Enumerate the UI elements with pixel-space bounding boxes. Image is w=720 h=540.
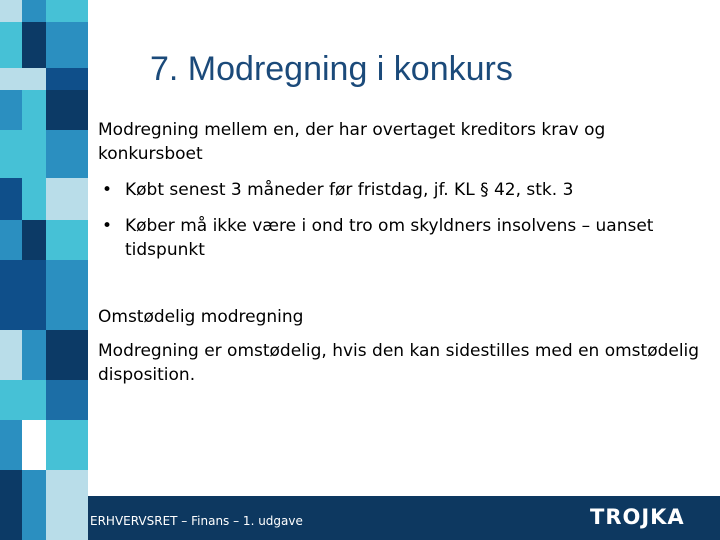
bullet-dot-icon: •	[102, 180, 113, 200]
section-paragraph: Modregning er omstødelig, hvis den kan sidestilles med en omstødelig disposition.	[98, 341, 700, 385]
sidebar-tile	[0, 68, 46, 90]
sidebar-tile	[22, 22, 46, 68]
sidebar-tile	[22, 330, 46, 380]
sidebar-tile	[22, 420, 46, 470]
sidebar-tile	[46, 330, 88, 380]
sidebar-tile	[46, 178, 88, 220]
footer-caption: ERHVERVSRET – Finans – 1. udgave	[90, 514, 303, 528]
sidebar-tile	[22, 220, 46, 260]
bullet-item	[98, 178, 703, 202]
sidebar-tile	[22, 470, 46, 540]
bullet-item	[98, 214, 703, 262]
sidebar-tile	[0, 470, 22, 540]
intro-paragraph: Modregning mellem en, der har overtaget kreditors krav og konkursboet	[98, 120, 606, 164]
bullet-list	[98, 178, 703, 262]
sidebar-tile	[0, 220, 22, 260]
trojka-logo: TROJKA	[590, 505, 685, 529]
sidebar-tile	[0, 380, 46, 420]
sidebar-tile	[46, 380, 88, 420]
sidebar-tile	[46, 22, 88, 68]
slide-body	[98, 118, 703, 387]
sidebar-tile	[46, 130, 88, 178]
sidebar-tile	[22, 0, 46, 22]
sidebar-tile	[0, 178, 22, 220]
sidebar-tile	[46, 90, 88, 130]
sidebar-tile	[0, 22, 22, 68]
sidebar-tile	[0, 90, 22, 130]
sidebar-tile	[46, 420, 88, 470]
footer-bar	[88, 496, 720, 540]
bullet-dot-icon: •	[102, 216, 113, 236]
sidebar-tile	[22, 90, 46, 130]
sidebar-tile	[46, 0, 88, 22]
section-heading: Omstødelig modregning	[98, 307, 304, 327]
sidebar-tile	[0, 260, 46, 330]
sidebar-tile	[22, 178, 46, 220]
sidebar-tile	[0, 0, 22, 22]
sidebar-tile	[0, 130, 46, 178]
sidebar-tile	[46, 470, 88, 540]
sidebar-tile	[0, 330, 22, 380]
bullet-text: Købt senest 3 måneder før fristdag, jf. KL § 42, stk. 3	[125, 180, 574, 200]
sidebar-tile	[46, 220, 88, 260]
sidebar-tile	[46, 260, 88, 330]
bullet-text: Køber må ikke være i ond tro om skyldners insolvens – uanset tidspunkt	[125, 216, 654, 260]
decorative-sidebar	[0, 0, 88, 540]
sidebar-tile	[46, 68, 88, 90]
slide-title: 7. Modregning i konkurs	[150, 50, 513, 88]
sidebar-tile	[0, 420, 22, 470]
